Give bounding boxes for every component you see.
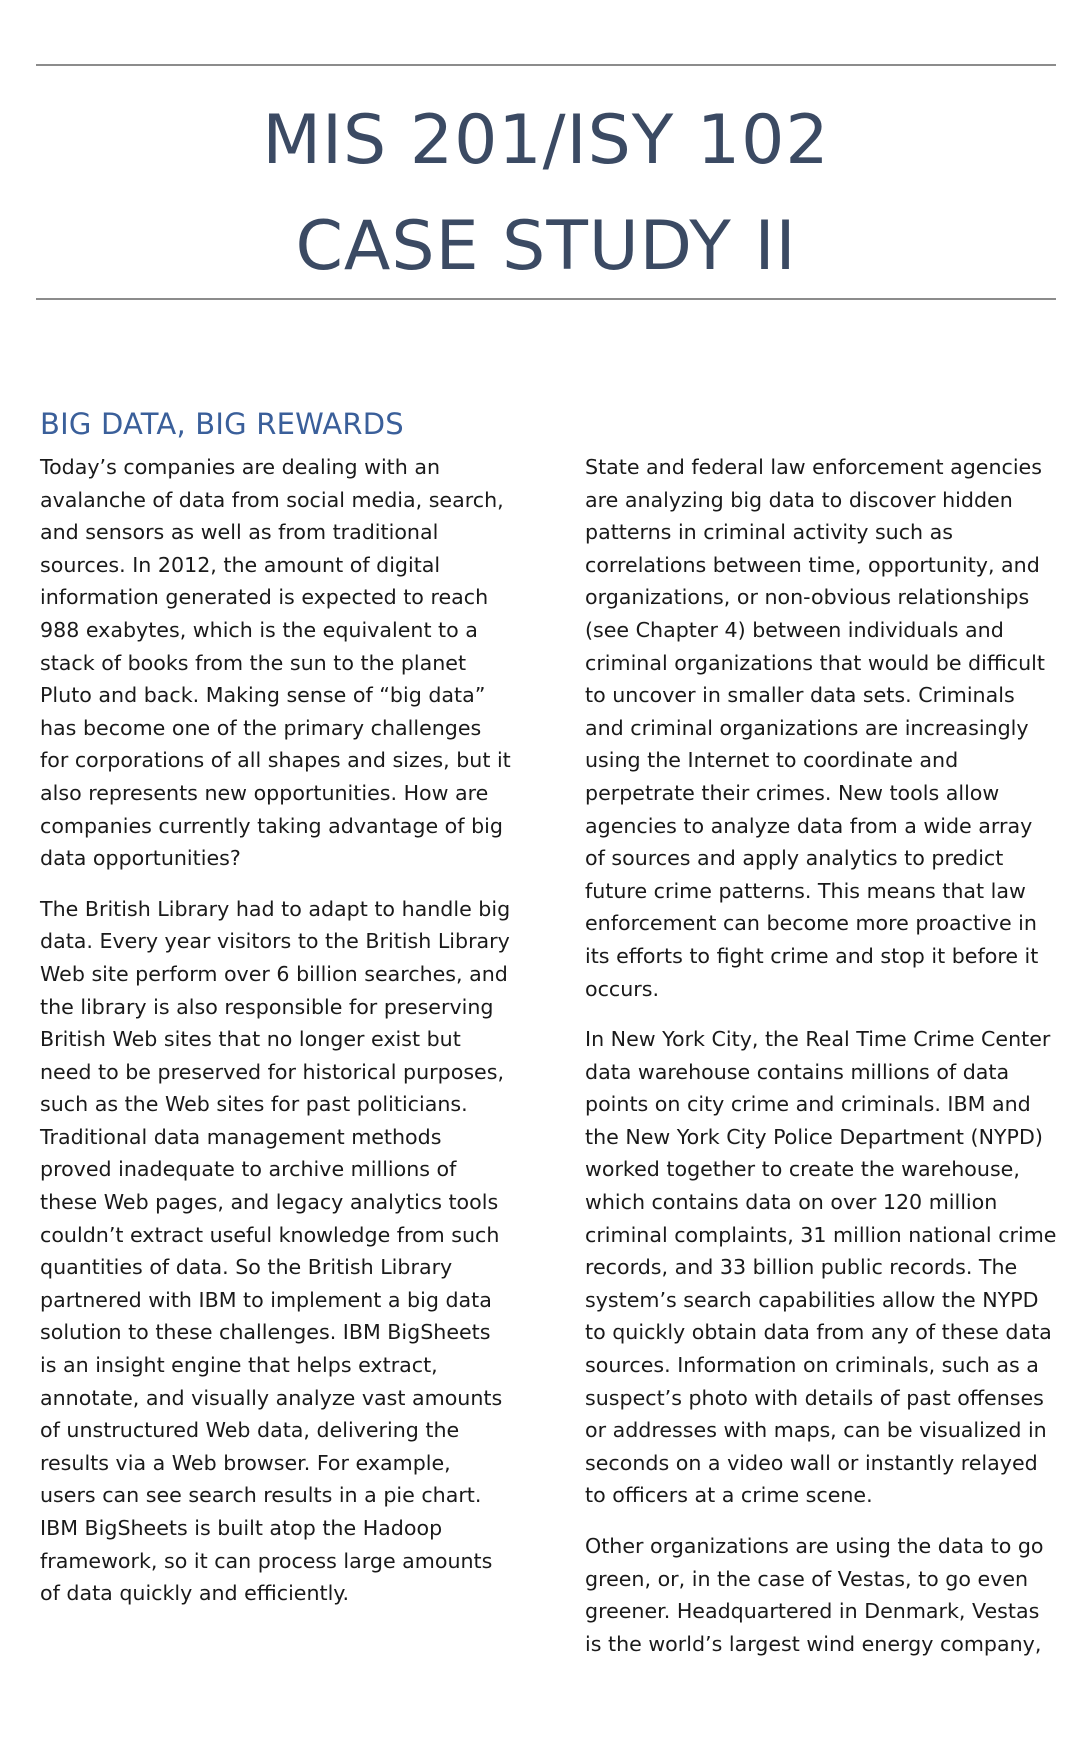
left-column (40, 451, 512, 1628)
title-line-1: MIS 201/ISY 102 (262, 101, 830, 180)
top-rule (36, 64, 1056, 66)
right-column (585, 451, 1057, 1678)
section-heading: BIG DATA, BIG REWARDS (40, 407, 404, 441)
bottom-rule (36, 298, 1056, 300)
right-paragraph-2: In New York City, the Real Time Crime Center data warehouse contains millions of data points on city crime and criminals. IBM and the New York City Police Department (NYPD) worked together to create the warehouse, which contains data on over 120 million criminal complaints, 31 million national crime records, and 33 billion public records. The system’s search capabilities allow the NYPD to quickly obtain data from any of these data sources. Information on criminals, such as a suspect’s photo with details of past offenses or addresses with maps, can be visualized in seconds on a video wall or instantly relayed to officers at a crime scene. (585, 1027, 1057, 1508)
left-paragraph-2: The British Library had to adapt to handle big data. Every year visitors to the British Library Web site perform over 6 billion searches, and the library is also responsible for preserving British Web sites that no longer exist but need to be preserved for historical purposes, such as the Web sites for past politicians. Traditional data management methods proved inadequate to archive millions of these Web pages, and legacy analytics tools couldn’t extract useful knowledge from such quantities of data. So the British Library partnered with IBM to implement a big data solution to these challenges. IBM BigSheets is an insight engine that helps extract, annotate, and visually analyze vast amounts of unstructured Web data, delivering the results via a Web browser. For example, users can see search results in a pie chart. IBM BigSheets is built atop the Hadoop framework, so it can process large amounts of data quickly and efficiently. (40, 896, 511, 1606)
left-paragraph-1: Today’s companies are dealing with an avalanche of data from social media, search, and sensors as well as from traditional sources. In 2012, the amount of digital information generated is expected to reach 988 exabytes, which is the equivalent to a stack of books from the sun to the planet Pluto and back. Making sense of “big data” has become one of the primary challenges for corporations of all shapes and sizes, but it also represents new opportunities. How are companies currently taking advantage of big data opportunities? (40, 455, 511, 871)
page-title (36, 88, 1056, 300)
right-paragraph-3: Other organizations are using the data to go green, or, in the case of Vestas, to go even greener. Headquartered in Denmark, Vestas is the world’s largest wind energy company, (585, 1534, 1044, 1656)
title-line-2: CASE STUDY II (295, 207, 797, 286)
right-paragraph-1: State and federal law enforcement agencies are analyzing big data to discover hidden patterns in criminal activity such as correlations between time, opportunity, and organizations, or non-obvious relationships (see Chapter 4) between individuals and criminal organizations that would be difficult to uncover in smaller data sets. Criminals and criminal organizations are increasingly using the Internet to coordinate and perpetrate their crimes. New tools allow agencies to analyze data from a wide array of sources and apply analytics to predict future crime patterns. This means that law enforcement can become more proactive in its efforts to fight crime and stop it before it occurs. (585, 455, 1045, 1001)
